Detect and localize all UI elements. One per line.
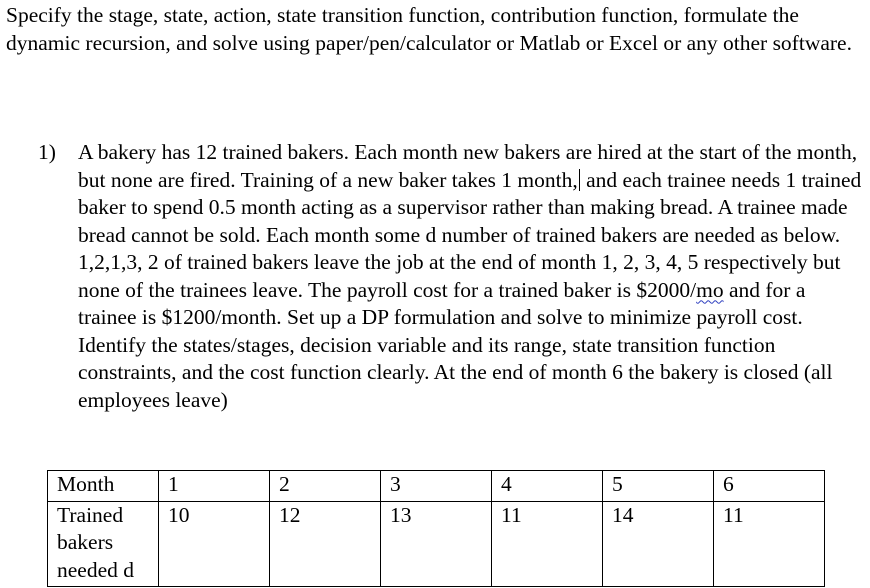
table-cell-month: 5 [603,471,714,502]
table-cell-month: 1 [159,471,270,502]
table-cell-month: 2 [270,471,381,502]
table-cell-needed: 13 [381,501,492,587]
problem-text-part3: and for a trainee is $1200/month. Set up a DP formulation and solve to minimize payroll cost. Identify the states/stages, decision variable and its range, state transition function constraints, and the cost function clearly. At the end of month 6 the bakery is closed (all employees leave) [78,277,833,412]
table-cell-month: 6 [714,471,825,502]
instructions-paragraph: Specify the stage, state, action, state transition function, contribution function, formulate the dynamic recursion, and solve using paper/pen/calculator or Matlab or Excel or any other software. [6,3,852,55]
problem-number: 1) [38,140,56,164]
problem-text [78,139,868,414]
table-cell-month: 3 [381,471,492,502]
table-cell-month: 4 [492,471,603,502]
trained-bakers-table [47,470,825,587]
table-header-needed: Trained bakers needed d [48,501,159,587]
problem-1 [38,139,868,414]
text-cursor [579,169,580,191]
table-header-month: Month [48,471,159,502]
spellcheck-word: mo [696,277,724,302]
table-cell-needed: 14 [603,501,714,587]
table-cell-needed: 10 [159,501,270,587]
table-cell-needed: 11 [714,501,825,587]
problem-text-part2: and each trainee needs 1 trained baker to spend 0.5 month acting as a supervisor rather than making bread. A trainee made bread cannot be sold. Each month some d number of trained bakers are needed as below. 1,2,1,3, 2 of trained bakers leave the job at the end of month 1, 2, 3, 4, 5 respectively but none of the trainees leave. The payroll cost for a trained baker is $2000/ [78,167,862,302]
table-row-needed [48,501,825,587]
table-cell-needed: 12 [270,501,381,587]
problem-text-part1: A bakery has 12 trained bakers. Each month new bakers are hired at the start of the month, but none are fired. Training of a new baker takes 1 month, [78,140,858,192]
table-row-month [48,471,825,502]
table-cell-needed: 11 [492,501,603,587]
